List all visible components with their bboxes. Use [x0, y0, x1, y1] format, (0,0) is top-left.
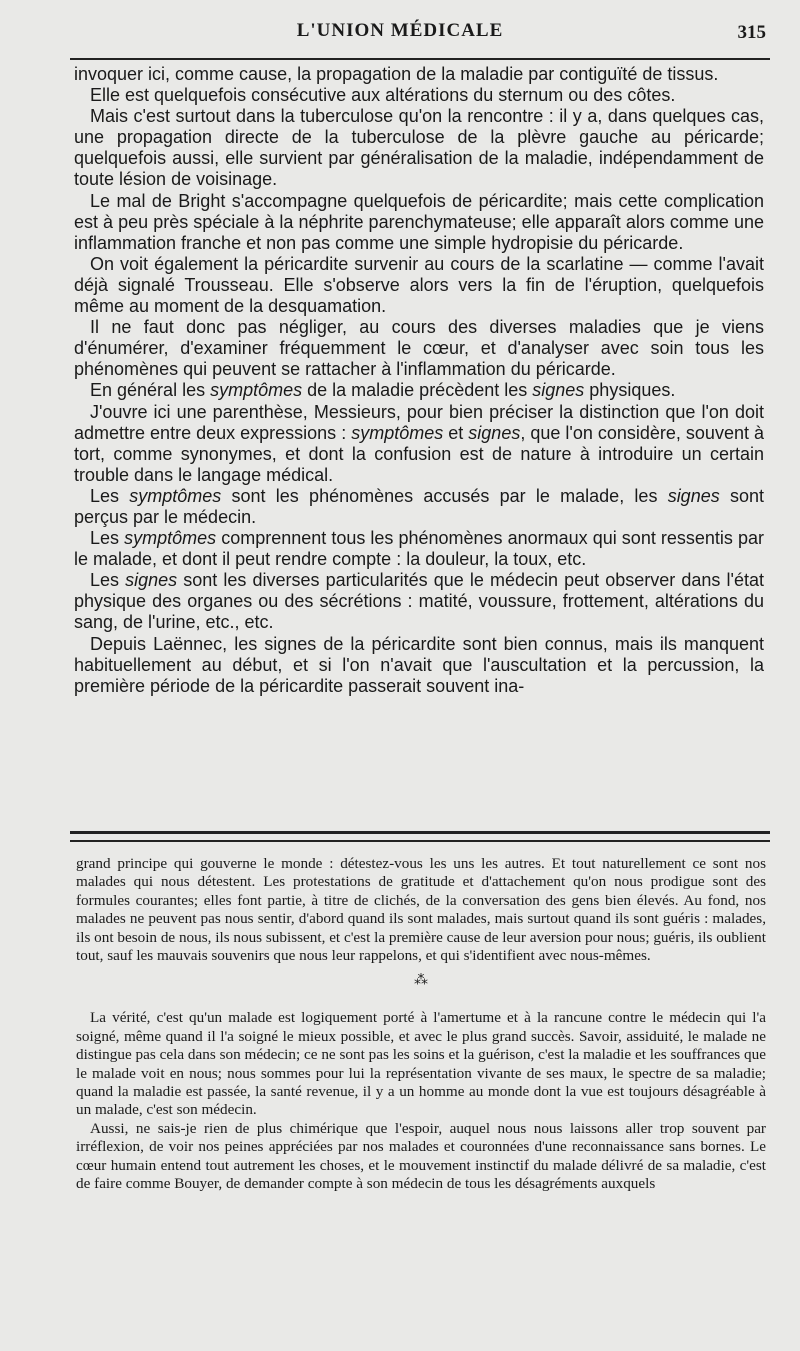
paragraph: Aussi, ne sais-je rien de plus chimérique que l'espoir, auquel nous nous laissons aller trop souvent par irréflexion, de voir nos peines appréciées par nos malades et couronnées d'une reconnaissance sans bornes. Le cœur humain entend tout autrement les choses, et le mouvement instinctif du malade délivré de sa maladie, c'est de faire comme Bouyer, de demander compte à son médecin de tous les désagréments auxquels: [76, 1119, 766, 1193]
section-rule: [70, 840, 770, 842]
section-rule: [70, 831, 770, 834]
italic-term: signes: [667, 485, 720, 506]
main-text: [74, 64, 764, 697]
paragraph: [74, 402, 764, 486]
text-run: Les: [90, 570, 126, 591]
text-run: sont les diverses particularités que le médecin peut observer dans l'état physique des organes ou des sécrétions : matité, voussure, frottement, altérations du sang, de l'urine, etc., etc.: [74, 570, 764, 633]
text-run: de la maladie précèdent les: [302, 380, 533, 401]
paragraph: Mais c'est surtout dans la tuberculose qu'on la rencontre : il y a, dans quelques cas, une propagation directe de la tuberculose de la plèvre gauche au péricarde; quelquefois aussi, elle survient par généralisation de la maladie, indépendamment de toute lésion de voisinage.: [74, 106, 764, 190]
text-run: sont perçus par le médecin.: [74, 485, 764, 527]
italic-term: symptômes: [351, 422, 444, 443]
paragraph: On voit également la péricardite survenir au cours de la scarlatine — comme l'avait déjà signalé Trousseau. Elle s'observe alors vers la fin de l'éruption, quelquefois même au moment de la desquamation.: [74, 253, 764, 317]
text-run: En général les: [90, 380, 211, 401]
text-run: comprennent tous les phénomènes anormaux qui sont ressentis par le malade, et dont il peut rendre compte : la douleur, la toux, etc.: [74, 528, 764, 570]
feuilleton-text: [76, 855, 766, 1194]
paragraph: [74, 528, 764, 570]
paragraph: [74, 570, 764, 633]
running-header: [0, 20, 800, 50]
text-run: sont les phénomènes accusés par le malade, les: [221, 485, 668, 506]
paragraph: [74, 486, 764, 528]
paragraph: grand principe qui gouverne le monde : détestez-vous les uns les autres. Et tout naturellement ce sont nos malades qui nous détestent. Les protestations de gratitude et d'attachement qu'on nous prodigue sont des formules courantes; elles font partie, à titre de clichés, de la conversation des gens bien élevés. Au fond, nos malades ne peuvent pas nous sentir, d'abord quand ils sont malades, mais surtout quand ils sont guéris : malades, ils ont besoin de nous, ils nous subissent, et c'est la première cause de leur aversion pour nous; guéris, ils oublient tout, sauf les mauvais souvenirs que nous leur rappelons, et qui s'identifient avec nous-mêmes.: [76, 855, 766, 965]
italic-term: symptômes: [210, 380, 303, 401]
text-run: physiques.: [584, 380, 676, 401]
italic-term: signes: [468, 422, 521, 443]
asterism: ⁂: [414, 973, 428, 989]
paragraph: Il ne faut donc pas négliger, au cours des diverses maladies que je viens d'énumérer, d'examiner fréquemment le cœur, et d'analyser avec soin tous les phénomènes qui peuvent se rattacher à l'inflammation du péricarde.: [74, 317, 764, 380]
text-run: J'ouvre ici une parenthèse, Messieurs, pour bien préciser la distinction que l'on doit admettre entre deux expressions :: [74, 401, 764, 443]
paragraph: invoquer ici, comme cause, la propagation de la maladie par contiguïté de tissus.: [74, 64, 719, 84]
paragraph: Elle est quelquefois consécutive aux altérations du sternum ou des côtes.: [90, 85, 676, 106]
header-rule: [70, 58, 770, 60]
italic-term: symptômes: [129, 485, 222, 506]
italic-term: symptômes: [124, 528, 217, 549]
italic-term: signes: [125, 570, 178, 591]
running-title: L'UNION MÉDICALE: [296, 20, 504, 41]
paragraph: Le mal de Bright s'accompagne quelquefois de péricardite; mais cette complication est à peu près spéciale à la néphrite parenchymateuse; elle apparaît alors comme une inflammation franche et non pas comme une simple hydropisie du péricarde.: [74, 190, 764, 253]
text-run: Les: [90, 528, 125, 549]
text-run: , que l'on considère, souvent à tort, comme synonymes, et dont la confusion est de nature à introduire un certain trouble dans le langage médical.: [74, 422, 764, 485]
page-number: 315: [737, 22, 766, 43]
text-run: et: [443, 422, 469, 443]
text-run: Les: [90, 485, 130, 506]
italic-term: signes: [532, 380, 585, 401]
paragraph: Depuis Laënnec, les signes de la péricardite sont bien connus, mais ils manquent habituellement au début, et si l'on n'avait que l'auscultation et la percussion, la première période de la péricardite passerait souvent ina-: [74, 633, 764, 696]
paragraph: [74, 380, 764, 401]
paragraph: La vérité, c'est qu'un malade est logiquement porté à l'amertume et à la rancune contre le médecin qui l'a soigné, même quand il l'a soigné le mieux possible, et avec le plus grand succès. Savoir, assiduité, le malade ne distingue pas cela dans son médecin; ce ne sont pas les soins et la guérison, c'est la maladie et les souffrances que le malade voit en nous; nous sommes pour lui la représentation vivante de ses maux, le spectre de sa maladie; quand la maladie est passée, la santé revenue, il y a un homme au monde dont la vue est toujours désagréable à un malade, c'est son médecin.: [76, 1009, 766, 1119]
